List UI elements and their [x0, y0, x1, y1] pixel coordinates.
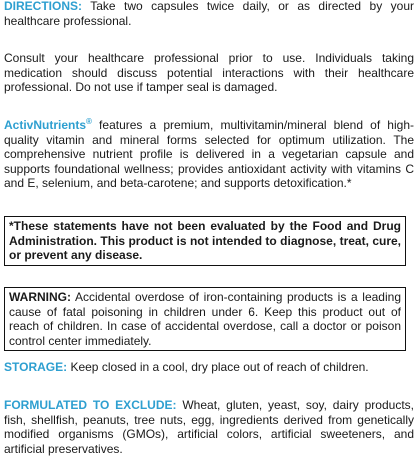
- warning-box: [4, 287, 406, 351]
- about-text: features a premium, multivitamin/mineral blend of high-quality vitamin and mineral forms selected for optimum utilization. The comprehensive nutrient profile is delivered in a vegetarian capsule and supports foundational wellness; provides antioxidant activity with vitamins C and E, selenium, and beta-carotene; and supports detoxification.*: [4, 118, 414, 191]
- about-paragraph: [4, 118, 414, 191]
- storage-paragraph: [4, 360, 414, 375]
- consult-text: Consult your healthcare professional prior to use. Individuals taking medication should discuss potential interactions with their healthcare professional. Do not use if tamper seal is damaged.: [4, 51, 414, 95]
- storage-heading: STORAGE:: [4, 360, 68, 374]
- directions-paragraph: [4, 0, 414, 28]
- directions-text: Take two capsules twice daily, or as directed by your healthcare professional.: [4, 0, 414, 28]
- warning-heading: WARNING:: [9, 290, 71, 304]
- exclude-paragraph: [4, 398, 414, 456]
- consult-paragraph: [4, 51, 414, 95]
- exclude-text: Wheat, gluten, yeast, soy, dairy products, fish, shellfish, peanuts, tree nuts, egg, ingredients derived from genetically modified organisms (GMOs), artificial colors, artificial sweeteners, and artificial preservatives.: [4, 398, 414, 456]
- brand-name: [4, 118, 92, 132]
- warning-text: Accidental overdose of iron-containing products is a leading cause of fatal poisoning in children under 6. Keep this product out of reach of children. In case of accidental overdose, call a doctor or poison control center immediately.: [9, 290, 401, 348]
- exclude-heading: FORMULATED TO EXCLUDE:: [4, 398, 177, 412]
- storage-text: Keep closed in a cool, dry place out of reach of children.: [67, 360, 369, 374]
- directions-heading: DIRECTIONS:: [4, 0, 82, 13]
- brand-name-text: ActivNutrients: [4, 118, 87, 132]
- fda-statement-box: [4, 216, 406, 266]
- fda-statement-text: *These statements have not been evaluated by the Food and Drug Administration. This product is not intended to diagnose, treat, cure, or prevent any disease.: [9, 219, 401, 263]
- registered-mark: ®: [86, 117, 92, 126]
